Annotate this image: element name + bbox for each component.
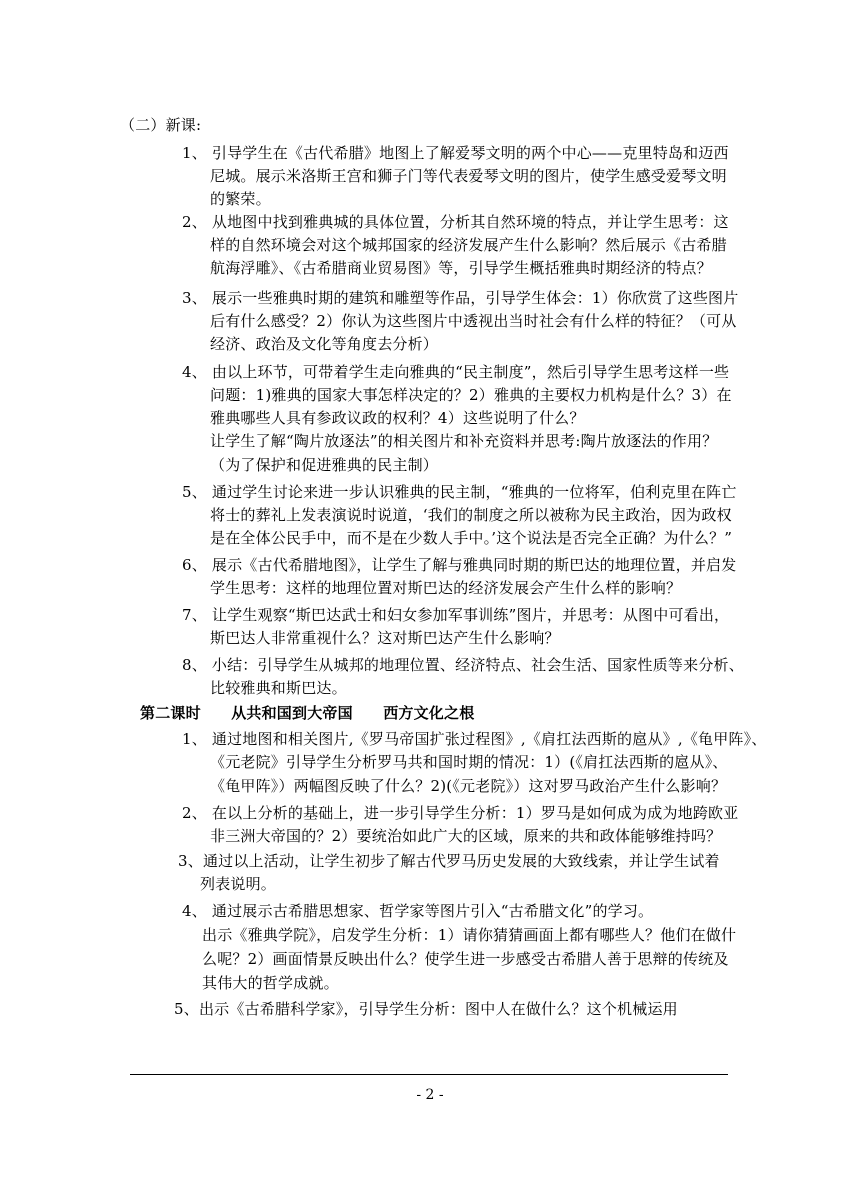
paragraph-line: 4、 通过展示古希腊思想家、哲学家等图片引入“古希腊文化”的学习。 [182, 902, 654, 920]
paragraph-line: 1、 通过地图和相关图片,《罗马帝国扩张过程图》,《肩扛法西斯的扈从》,《龟甲阵》、 [182, 730, 767, 748]
paragraph-line: 3、 展示一些雅典时期的建筑和雕塑等作品，引导学生体会：1）你欣赏了这些图片 [182, 289, 739, 307]
paragraph-line: 样的自然环境会对这个城邦国家的经济发展产生什么影响？然后展示《古希腊 [210, 236, 727, 254]
paragraph-line: 让学生了解“陶片放逐法”的相关图片和补充资料并思考:陶片放逐法的作用？ [210, 432, 718, 450]
section-title: （二）新课: [120, 116, 202, 134]
paragraph-line: 4、 由以上环节，可带着学生走向雅典的“民主制度”，然后引导学生思考这样一些 [182, 363, 730, 381]
paragraph-line: 斯巴达人非常重视什么？这对斯巴达产生什么影响？ [210, 629, 560, 647]
paragraph-line: 非三洲大帝国的？2）要统治如此广大的区域，原来的共和政体能够维持吗？ [210, 827, 722, 845]
paragraph-line: 航海浮雕》、《古希腊商业贸易图》等，引导学生概括雅典时期经济的特点？ [210, 259, 712, 277]
paragraph-line: 将士的葬礼上发表演说时说道，‘我们的制度之所以被称为民主政治，因为政权 [210, 506, 732, 524]
paragraph-line: 7、 让学生观察“斯巴达武士和妇女参加军事训练”图片，并思考：从图中可看出， [182, 606, 730, 624]
paragraph-line: 是在全体公民手中，而不是在少数人手中。’这个说法是否完全正确？为什么？” [210, 529, 733, 547]
lesson-heading: 第二课时 从共和国到大帝国 西方文化之根 [140, 704, 475, 722]
paragraph-line: 学生思考：这样的地理位置对斯巴达的经济发展会产生什么样的影响？ [210, 579, 682, 597]
paragraph-line: 尼城。展示米洛斯王宫和狮子门等代表爱琴文明的图片，使学生感受爱琴文明 [210, 167, 727, 185]
page-number: - 2 - [416, 1087, 444, 1103]
paragraph-line: 5、出示《古希腊科学家》，引导学生分析：图中人在做什么？这个机械运用 [174, 1000, 678, 1018]
paragraph-line: 其伟大的哲学成就。 [202, 974, 339, 992]
paragraph-line: 5、 通过学生讨论来进一步认识雅典的民主制，“雅典的一位将军，伯利克里在阵亡 [182, 483, 737, 501]
paragraph-line: （为了保护和促进雅典的民主制） [210, 456, 439, 474]
paragraph-line: 《龟甲阵》）两幅图反映了什么？2)(《元老院》）这对罗马政治产生什么影响？ [210, 777, 727, 795]
paragraph-line: 1、 引导学生在《古代希腊》地图上了解爱琴文明的两个中心——克里特岛和迈西 [182, 144, 729, 162]
paragraph-line: 6、 展示《古代希腊地图》，让学生了解与雅典同时期的斯巴达的地理位置，并启发 [182, 556, 737, 574]
paragraph-line: 列表说明。 [200, 875, 277, 893]
paragraph-line: 2、 从地图中找到雅典城的具体位置，分析其自然环境的特点，并让学生思考：这 [182, 213, 729, 231]
paragraph-line: 问题：1)雅典的国家大事怎样决定的？2）雅典的主要权力机构是什么？3）在 [210, 386, 732, 404]
paragraph-line: 比较雅典和斯巴达。 [210, 679, 347, 697]
footer-rule [130, 1074, 728, 1075]
paragraph-line: 3、通过以上活动，让学生初步了解古代罗马历史发展的大致线索，并让学生试着 [178, 852, 720, 870]
paragraph-line: 的繁荣。 [210, 190, 271, 208]
paragraph-line: 经济、政治及文化等角度去分析） [210, 335, 439, 353]
paragraph-line: 么呢？2）画面情景反映出什么？使学生进一步感受古希腊人善于思辩的传统及 [202, 950, 729, 968]
paragraph-line: 雅典哪些人具有参政议政的权利？4）这些说明了什么？ [210, 409, 585, 427]
paragraph-line: 出示《雅典学院》，启发学生分析：1）请你猜猜画面上都有哪些人？他们在做什 [202, 926, 737, 944]
paragraph-line: 《元老院》引导学生分析罗马共和国时期的情况：1）(《肩扛法西斯的扈从》、 [210, 753, 728, 771]
paragraph-line: 8、 小结：引导学生从城邦的地理位置、经济特点、社会生活、国家性质等来分析、 [182, 656, 744, 674]
paragraph-line: 2、 在以上分析的基础上，进一步引导学生分析：1）罗马是如何成为成为地跨欧亚 [182, 804, 739, 822]
paragraph-line: 后有什么感受？2）你认为这些图片中透视出当时社会有什么样的特征？（可从 [210, 312, 737, 330]
